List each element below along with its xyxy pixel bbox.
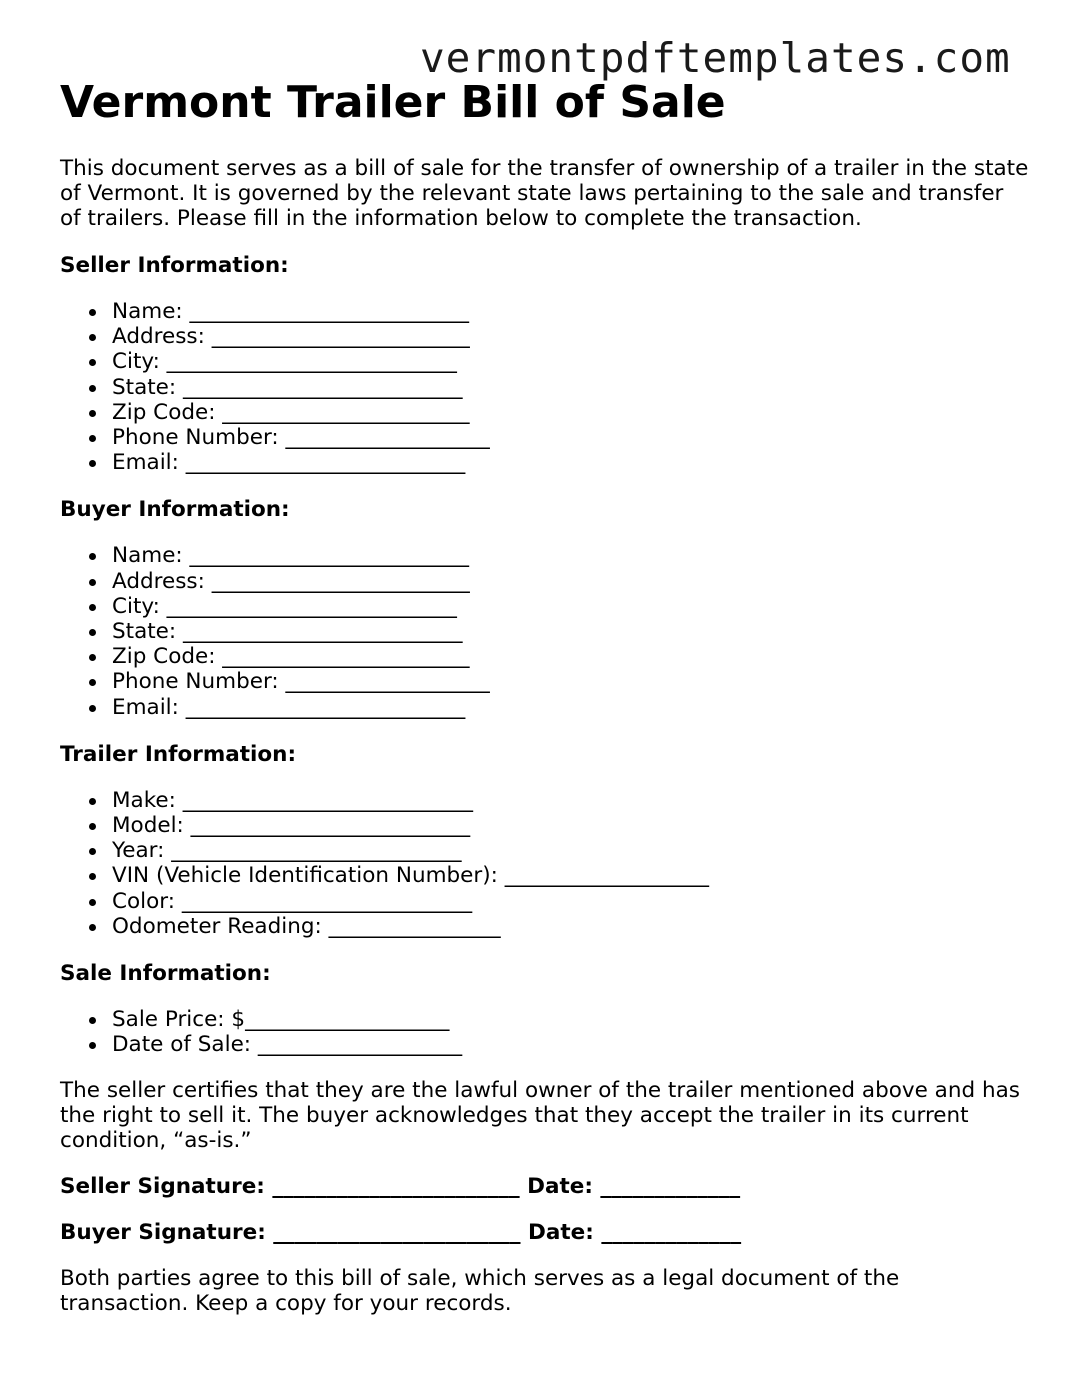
buyer-zip-field[interactable]: Zip Code: _______________________ bbox=[112, 644, 1030, 669]
seller-name-field[interactable]: Name: __________________________ bbox=[112, 299, 1030, 324]
trailer-model-field[interactable]: Model: __________________________ bbox=[112, 813, 1030, 838]
sale-section-heading: Sale Information: bbox=[60, 961, 271, 987]
certification-paragraph: The seller certifies that they are the lawful owner of the trailer mentioned above and has the right to sell it. The buyer acknowledges that they accept the trailer in its current condition, “as-is.” bbox=[60, 1078, 1020, 1154]
sale-field-list bbox=[60, 1007, 1030, 1057]
seller-email-field[interactable]: Email: __________________________ bbox=[112, 450, 1030, 475]
trailer-make-field[interactable]: Make: ___________________________ bbox=[112, 788, 1030, 813]
seller-signature-line[interactable]: Seller Signature: _______________________ Date: _____________ bbox=[60, 1174, 741, 1200]
buyer-city-field[interactable]: City: ___________________________ bbox=[112, 594, 1030, 619]
buyer-section-heading: Buyer Information: bbox=[60, 497, 290, 523]
buyer-phone-field[interactable]: Phone Number: ___________________ bbox=[112, 669, 1030, 694]
document-page bbox=[60, 76, 1030, 1316]
trailer-field-list bbox=[60, 788, 1030, 939]
seller-section-heading: Seller Information: bbox=[60, 253, 289, 278]
seller-field-list bbox=[60, 299, 1030, 475]
seller-address-field[interactable]: Address: ________________________ bbox=[112, 324, 1030, 349]
sale-price-field[interactable]: Sale Price: $___________________ bbox=[112, 1007, 1030, 1032]
sale-date-field[interactable]: Date of Sale: ___________________ bbox=[112, 1032, 1030, 1057]
trailer-year-field[interactable]: Year: ___________________________ bbox=[112, 838, 1030, 863]
trailer-section-heading: Trailer Information: bbox=[60, 741, 297, 767]
seller-phone-field[interactable]: Phone Number: ___________________ bbox=[112, 425, 1030, 450]
trailer-vin-field[interactable]: VIN (Vehicle Identification Number): ___________________ bbox=[112, 863, 1030, 888]
intro-paragraph: This document serves as a bill of sale for the transfer of ownership of a trailer in the state of Vermont. It is governed by the relevant state laws pertaining to the sale and transfer of trailers. Please fill in the information below to complete the transaction. bbox=[60, 156, 1029, 231]
watermark-text: vermontpdftemplates.com bbox=[420, 34, 1011, 82]
buyer-email-field[interactable]: Email: __________________________ bbox=[112, 695, 1030, 720]
seller-zip-field[interactable]: Zip Code: _______________________ bbox=[112, 400, 1030, 425]
buyer-signature-line[interactable]: Buyer Signature: _______________________ Date: _____________ bbox=[60, 1220, 742, 1246]
trailer-color-field[interactable]: Color: ___________________________ bbox=[112, 889, 1030, 914]
buyer-field-list bbox=[60, 543, 1030, 719]
buyer-name-field[interactable]: Name: __________________________ bbox=[112, 543, 1030, 568]
buyer-address-field[interactable]: Address: ________________________ bbox=[112, 569, 1030, 594]
page-title: Vermont Trailer Bill of Sale bbox=[60, 77, 726, 128]
buyer-state-field[interactable]: State: __________________________ bbox=[112, 619, 1030, 644]
seller-city-field[interactable]: City: ___________________________ bbox=[112, 349, 1030, 374]
trailer-odometer-field[interactable]: Odometer Reading: ________________ bbox=[112, 914, 1030, 939]
closing-paragraph: Both parties agree to this bill of sale, which serves as a legal document of the transaction. Keep a copy for your records. bbox=[60, 1266, 900, 1317]
seller-state-field[interactable]: State: __________________________ bbox=[112, 375, 1030, 400]
